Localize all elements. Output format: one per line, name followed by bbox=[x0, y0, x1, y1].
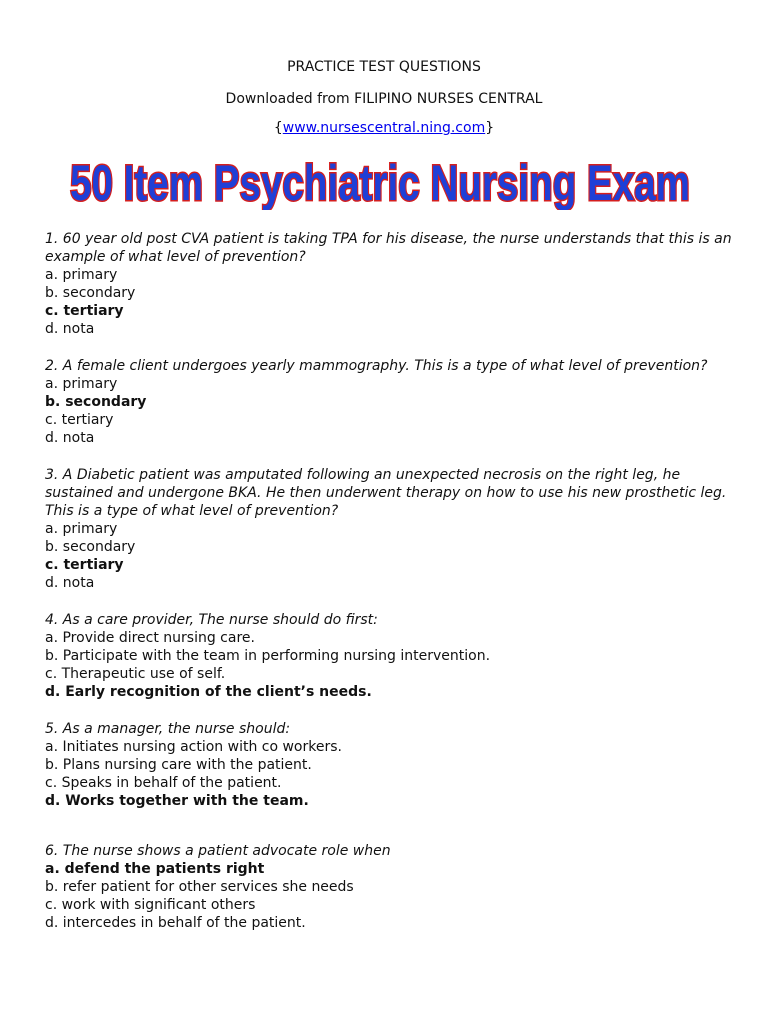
question-list bbox=[45, 230, 735, 951]
question-3-option-d: d. nota bbox=[45, 575, 95, 591]
question-6 bbox=[45, 842, 735, 932]
question-2-option-b: b. secondary bbox=[45, 394, 147, 410]
question-5-text: 5. As a manager, the nurse should: bbox=[45, 721, 291, 737]
source-link-line bbox=[0, 119, 768, 137]
question-2-text: 2. A female client undergoes yearly mammography. This is a type of what level of prevention? bbox=[45, 358, 708, 374]
question-3-option-c: c. tertiary bbox=[45, 557, 124, 573]
question-6-option-d: d. intercedes in behalf of the patient. bbox=[45, 915, 306, 931]
question-1-option-c: c. tertiary bbox=[45, 303, 124, 319]
question-6-text: 6. The nurse shows a patient advocate role when bbox=[45, 843, 391, 859]
question-4-option-d: d. Early recognition of the client’s needs. bbox=[45, 684, 372, 700]
question-5-option-a: a. Initiates nursing action with co workers. bbox=[45, 739, 342, 755]
question-5-option-d: d. Works together with the team. bbox=[45, 793, 309, 809]
question-3-option-b: b. secondary bbox=[45, 539, 136, 555]
question-2-option-d: d. nota bbox=[45, 430, 95, 446]
exam-title-text: 50 Item Psychiatric Nursing Exam bbox=[70, 155, 690, 210]
download-source-line: Downloaded from FILIPINO NURSES CENTRAL bbox=[225, 91, 543, 107]
question-1-option-d: d. nota bbox=[45, 321, 95, 337]
question-2 bbox=[45, 357, 735, 447]
question-6-option-b: b. refer patient for other services she needs bbox=[45, 879, 354, 895]
question-1 bbox=[45, 230, 735, 338]
question-6-option-a: a. defend the patients right bbox=[45, 861, 265, 877]
question-4-option-c: c. Therapeutic use of self. bbox=[45, 666, 226, 682]
practice-test-heading: PRACTICE TEST QUESTIONS bbox=[287, 59, 481, 75]
question-2-option-c: c. tertiary bbox=[45, 412, 114, 428]
question-1-option-b: b. secondary bbox=[45, 285, 136, 301]
nursescentral-link[interactable]: www.nursescentral.ning.com bbox=[282, 120, 486, 136]
exam-title-banner bbox=[66, 146, 694, 210]
question-3-text: 3. A Diabetic patient was amputated following an unexpected necrosis on the right leg, he sustained and undergone BKA. He then underwent therapy on how to use his new prosthetic leg. This is a type of what level of prevention? bbox=[45, 467, 727, 519]
question-6-option-c: c. work with significant others bbox=[45, 897, 256, 913]
question-4-option-a: a. Provide direct nursing care. bbox=[45, 630, 255, 646]
question-1-option-a: a. primary bbox=[45, 267, 118, 283]
brace-close: } bbox=[485, 120, 495, 136]
question-3 bbox=[45, 466, 735, 592]
question-2-option-a: a. primary bbox=[45, 376, 118, 392]
question-4 bbox=[45, 611, 735, 701]
question-5-option-c: c. Speaks in behalf of the patient. bbox=[45, 775, 282, 791]
question-5 bbox=[45, 720, 735, 810]
question-3-option-a: a. primary bbox=[45, 521, 118, 537]
question-1-text: 1. 60 year old post CVA patient is taking TPA for his disease, the nurse understands that this is an example of what level of prevention? bbox=[45, 231, 732, 265]
question-4-option-b: b. Participate with the team in performing nursing intervention. bbox=[45, 648, 491, 664]
question-4-text: 4. As a care provider, The nurse should do first: bbox=[45, 612, 378, 628]
question-5-option-b: b. Plans nursing care with the patient. bbox=[45, 757, 312, 773]
brace-open: { bbox=[273, 120, 283, 136]
